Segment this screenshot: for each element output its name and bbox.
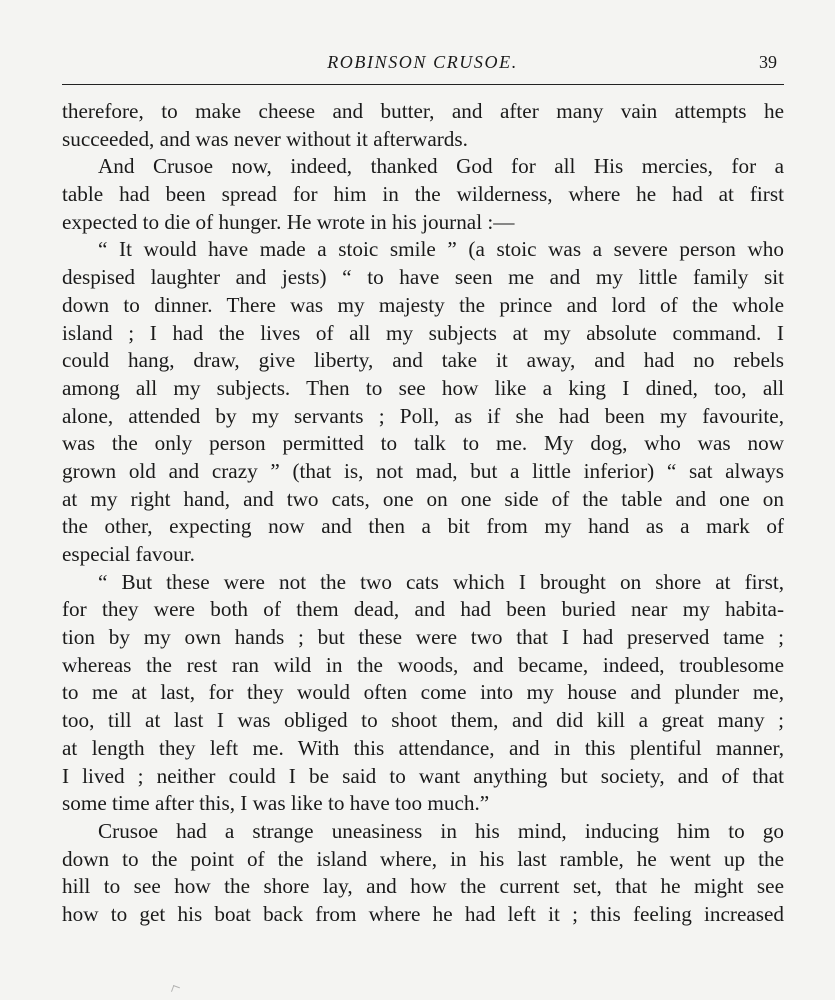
text-line: down to dinner. There was my majesty the prince and lord of the whole bbox=[62, 292, 784, 317]
text-line: could hang, draw, give liberty, and take it away, and had no rebels bbox=[62, 348, 784, 373]
text-line: some time after this, I was like to have too much.” bbox=[62, 791, 490, 816]
text-line: therefore, to make cheese and butter, and after many vain attempts he bbox=[62, 99, 784, 123]
text-line: especial favour. bbox=[62, 542, 195, 566]
body-text bbox=[62, 98, 784, 929]
text-line: island ; I had the lives of all my subjects at my absolute command. I bbox=[62, 320, 784, 345]
text-line: “ It would have made a stoic smile ” (a stoic was a severe person who bbox=[98, 237, 784, 262]
text-line: I lived ; neither could I be said to want anything but society, and of that bbox=[62, 763, 784, 788]
text-line: “ But these were not the two cats which I brought on shore at first, bbox=[98, 569, 784, 594]
text-line: alone, attended by my servants ; Poll, as if she had been my favourite, bbox=[62, 403, 784, 428]
text-line: table had been spread for him in the wilderness, where he had at first bbox=[62, 182, 784, 207]
text-line: to me at last, for they would often come into my house and plunder me, bbox=[62, 680, 784, 705]
text-line: expected to die of hunger. He wrote in his journal :— bbox=[62, 209, 515, 234]
page-number: 39 bbox=[759, 52, 777, 72]
text-line: too, till at last I was obliged to shoot them, and did kill a great many ; bbox=[62, 708, 784, 733]
text-line: was the only person permitted to talk to me. My dog, who was now bbox=[62, 431, 784, 456]
text-line: succeeded, and was never without it afterwards. bbox=[62, 126, 468, 151]
text-line: tion by my own hands ; but these were two that I had preserved tame ; bbox=[62, 625, 784, 650]
text-line: Crusoe had a strange uneasiness in his mind, inducing him to go bbox=[98, 818, 784, 843]
running-head bbox=[0, 50, 835, 78]
text-line: despised laughter and jests) “ to have seen me and my little family sit bbox=[62, 265, 784, 290]
text-line: for they were both of them dead, and had been buried near my habita- bbox=[62, 597, 784, 622]
text-line: at my right hand, and two cats, one on one side of the table and one on bbox=[62, 486, 784, 511]
text-line: at length they left me. With this attendance, and in this plentiful manner, bbox=[62, 735, 784, 760]
running-head-title: ROBINSON CRUSOE. bbox=[327, 52, 518, 72]
header-rule bbox=[62, 84, 784, 85]
text-line: grown old and crazy ” (that is, not mad, but a little inferior) “ sat always bbox=[62, 458, 784, 483]
text-line: among all my subjects. Then to see how like a king I dined, too, all bbox=[62, 375, 784, 400]
text-line: whereas the rest ran wild in the woods, and became, indeed, troublesome bbox=[62, 652, 784, 677]
text-line: down to the point of the island where, in his last ramble, he went up the bbox=[62, 846, 784, 871]
text-line: hill to see how the shore lay, and how the current set, that he might see bbox=[62, 874, 784, 899]
margin-mark bbox=[171, 985, 180, 994]
text-line: how to get his boat back from where he had left it ; this feeling increased bbox=[62, 901, 784, 926]
text-line: And Crusoe now, indeed, thanked God for all His mercies, for a bbox=[98, 154, 784, 179]
text-line: the other, expecting now and then a bit from my hand as a mark of bbox=[62, 514, 784, 539]
